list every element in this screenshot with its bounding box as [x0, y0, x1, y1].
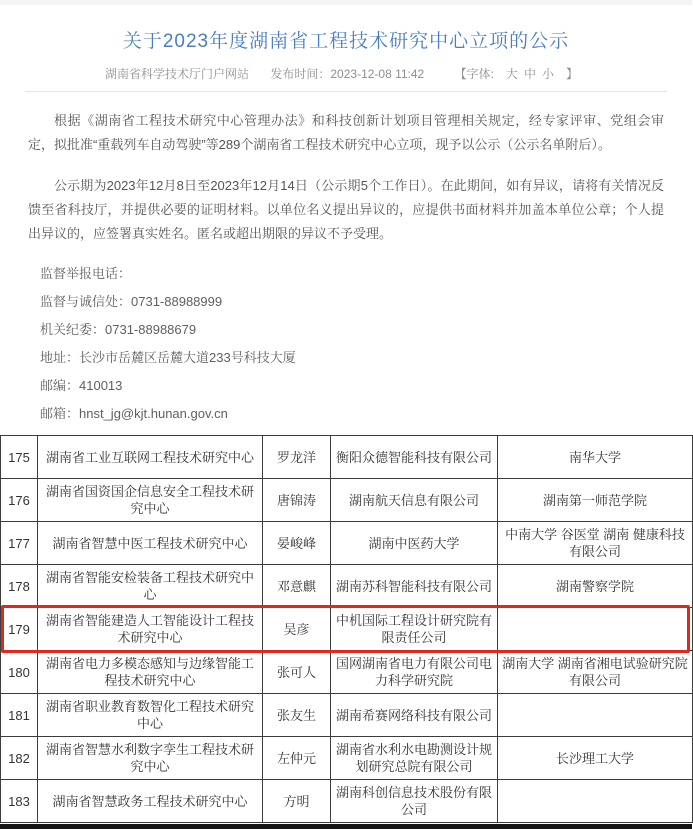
cell-center-name: 湖南省职业教育数智化工程技术研究中心 — [38, 694, 263, 737]
cell-host-org: 衡阳众德智能科技有限公司 — [331, 436, 498, 479]
cell-partner-org: 湖南第一师范学院 — [498, 479, 693, 522]
contact-postcode: 邮编：410013 — [40, 378, 123, 393]
cell-host-org: 湖南苏科智能科技有限公司 — [331, 565, 498, 608]
cell-index: 179 — [1, 608, 38, 651]
cell-partner-org — [498, 780, 693, 823]
font-controls-prefix: 【字体: — [454, 67, 494, 81]
cell-host-org: 湖南科创信息技术股份有限公司 — [331, 780, 498, 823]
cell-index: 181 — [1, 694, 38, 737]
cell-partner-org: 南华大学 — [498, 436, 693, 479]
contact-block — [28, 260, 664, 428]
approval-table-body — [1, 436, 693, 823]
site-source: 湖南省科学技术厅门户网站 — [105, 67, 250, 81]
cell-leader: 罗龙洋 — [263, 436, 331, 479]
cell-host-org: 湖南航天信息有限公司 — [331, 479, 498, 522]
contact-discipline-phone: 机关纪委：0731-88988679 — [40, 322, 197, 337]
cell-partner-org: 中南大学 谷医堂 湖南 健康科技有限公司 — [498, 522, 693, 565]
font-size-small-button[interactable]: 小 — [541, 67, 554, 81]
table-row — [1, 479, 693, 522]
contact-report-phone-label: 监督举报电话： — [40, 266, 132, 281]
contact-supervision-phone: 监督与诚信处：0731-88988999 — [40, 294, 223, 309]
cell-center-name: 湖南省智慧中医工程技术研究中心 — [38, 522, 263, 565]
table-row — [1, 651, 693, 694]
table-wrap — [0, 435, 692, 823]
font-size-controls — [446, 67, 587, 81]
cell-leader: 吴彦 — [263, 608, 331, 651]
bottom-strip — [0, 824, 692, 829]
cell-index: 175 — [1, 436, 38, 479]
top-strip — [0, 0, 692, 5]
cell-center-name: 湖南省电力多模态感知与边缘智能工程技术研究中心 — [38, 651, 263, 694]
cell-partner-org: 长沙理工大学 — [498, 737, 693, 780]
cell-partner-org — [498, 694, 693, 737]
cell-leader: 张友生 — [263, 694, 331, 737]
cell-index: 180 — [1, 651, 38, 694]
table-row — [1, 522, 693, 565]
notice-paragraph-approval: 根据《湖南省工程技术研究中心管理办法》和科技创新计划项目管理相关规定，经专家评审、党组会审定，拟批准“重载列车自动驾驶”等289个湖南省工程技术研究中心立项，现予以公示（公示名单附后）。 — [28, 113, 664, 152]
cell-host-org: 中机国际工程设计研究院有限责任公司 — [331, 608, 498, 651]
table-row — [1, 565, 693, 608]
cell-leader: 邓意麒 — [263, 565, 331, 608]
cell-host-org: 国网湖南省电力有限公司电力科学研究院 — [331, 651, 498, 694]
cell-center-name: 湖南省智能建造人工智能设计工程技术研究中心 — [38, 608, 263, 651]
cell-partner-org: 湖南大学 湖南省湘电试验研究院有限公司 — [498, 651, 693, 694]
cell-partner-org: 湖南警察学院 — [498, 565, 693, 608]
cell-center-name: 湖南省智能安检装备工程技术研究中心 — [38, 565, 263, 608]
cell-partner-org — [498, 608, 693, 651]
cell-host-org: 湖南省水利水电勘测设计规划研究总院有限公司 — [331, 737, 498, 780]
cell-leader: 唐锦涛 — [263, 479, 331, 522]
contact-email: 邮箱：hnst_jg@kjt.hunan.gov.cn — [40, 406, 228, 421]
approval-table — [0, 435, 693, 823]
table-row — [1, 436, 693, 479]
cell-center-name: 湖南省国资国企信息安全工程技术研究中心 — [38, 479, 263, 522]
cell-leader: 张可人 — [263, 651, 331, 694]
table-row — [1, 737, 693, 780]
cell-center-name: 湖南省智慧政务工程技术研究中心 — [38, 780, 263, 823]
font-size-medium-button[interactable]: 中 — [523, 67, 536, 81]
table-row — [1, 608, 693, 651]
cell-host-org: 湖南中医药大学 — [331, 522, 498, 565]
table-row — [1, 780, 693, 823]
font-size-large-button[interactable]: 大 — [505, 67, 518, 81]
font-controls-suffix: 】 — [565, 67, 578, 81]
notice-body — [0, 92, 692, 428]
notice-paragraph-objection: 公示期为2023年12月8日至2023年12月14日（公示期5个工作日）。在此期间，如有异议，请将有关情况反馈至省科技厅，并提供必要的证明材料。以单位名义提出异议的，应提供书面材料并加盖本单位公章；个人提出异议的，应签署真实姓名。匿名或超出期限的异议不予受理。 — [28, 178, 664, 241]
meta-bar — [0, 66, 692, 82]
cell-leader: 晏峻峰 — [263, 522, 331, 565]
cell-leader: 方明 — [263, 780, 331, 823]
cell-index: 176 — [1, 479, 38, 522]
page-title: 关于2023年度湖南省工程技术研究中心立项的公示 — [122, 31, 570, 52]
cell-index: 182 — [1, 737, 38, 780]
cell-center-name: 湖南省智慧水利数字孪生工程技术研究中心 — [38, 737, 263, 780]
table-row — [1, 694, 693, 737]
publish-time: 发布时间：2023-12-08 11:42 — [270, 67, 425, 81]
cell-index: 177 — [1, 522, 38, 565]
contact-address: 地址：长沙市岳麓区岳麓大道233号科技大厦 — [40, 350, 296, 365]
cell-center-name: 湖南省工业互联网工程技术研究中心 — [38, 436, 263, 479]
cell-leader: 左仲元 — [263, 737, 331, 780]
cell-host-org: 湖南希赛网络科技有限公司 — [331, 694, 498, 737]
cell-index: 178 — [1, 565, 38, 608]
cell-index: 183 — [1, 780, 38, 823]
